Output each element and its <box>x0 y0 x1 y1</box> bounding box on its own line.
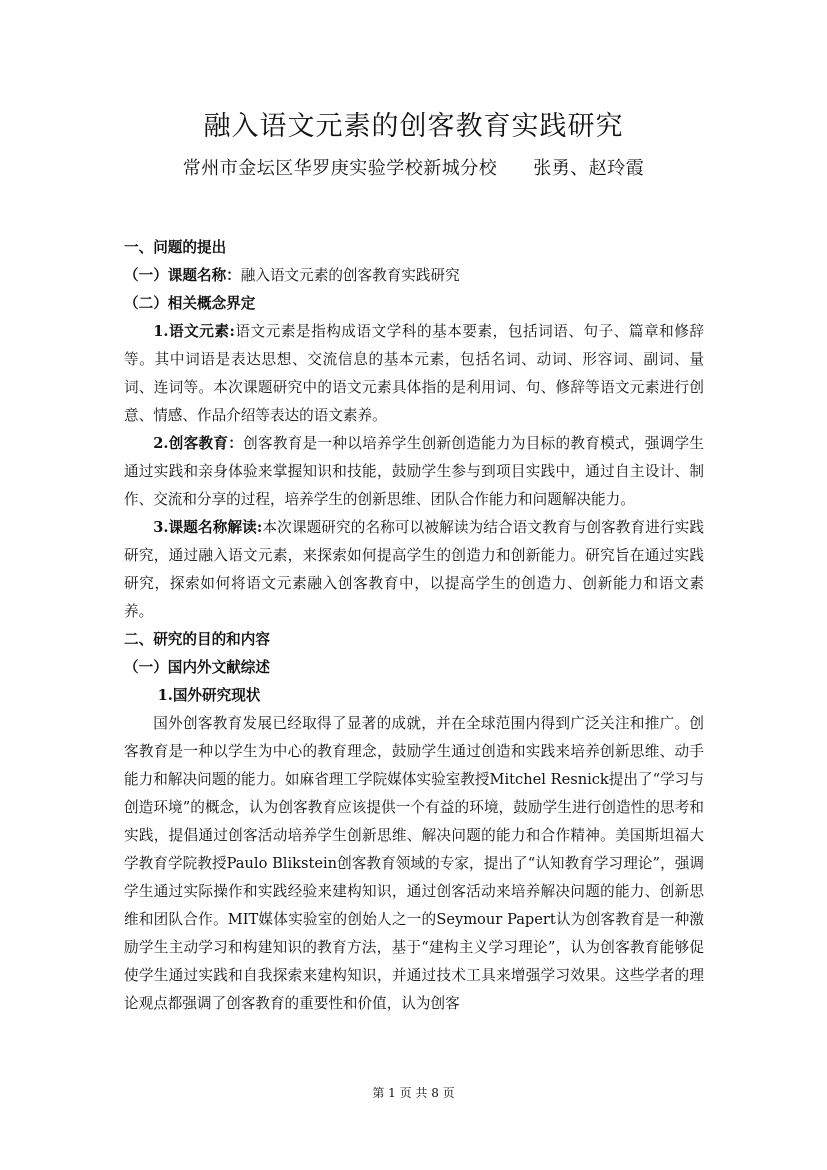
paragraph-foreign-research: 国外创客教育发展已经取得了显著的成就，并在全球范围内得到广泛关注和推广。创客教育是一种以学生为中心的教育理念，鼓励学生通过创造和实践来培养创新思维、动手能力和解决问题的能力。如麻省理工学院媒体实验室教授Mitchel Resnick提出了“学习与创造环境”的概念，认为创客教育应该提供一个有益的环境，鼓励学生进行创造性的思考和实践，提倡通过创客活动培养学生创新思维、解决问题的能力和合作精神。美国斯坦福大学教育学院教授Paulo Blikstein创客教育领域的专家，提出了“认知教育学习理论”，强调学生通过实际操作和实践经验来建构知识，通过创客活动来培养解决问题的能力、创新思维和团队合作。MIT媒体实验室的创始人之一的Seymour Papert认为创客教育是一种激励学生主动学习和构建知识的教育方法，基于“建构主义学习理论”，认为创客教育能够促使学生通过实践和自我探索来建构知识，并通过技术工具来增强学习效果。这些学者的理论观点都强调了创客教育的重要性和价值，认为创客 <box>124 715 704 1012</box>
subsection-heading: （一）课题名称： <box>124 267 241 284</box>
document-title: 融入语文元素的创客教育实践研究 <box>203 111 624 142</box>
subsection-heading-1-2: （二）相关概念界定 <box>124 295 256 312</box>
section-heading-1: 一、问题的提出 <box>124 239 227 256</box>
term-definition: 本次课题研究的名称可以被解读为结合语文教育与创客教育进行实践研究，通过融入语文元素，来探索如何提高学生的创造力和创新能力。研究旨在通过实践研究，探索如何将语文元素融入创客教育中，以提高学生的创造力、创新能力和语文素养。 <box>124 519 704 620</box>
subsection-heading-2-1: （一）国内外文献综述 <box>124 659 270 676</box>
school-name: 常州市金坛区华罗庚实验学校新城分校 <box>182 158 498 179</box>
term-definition: 创客教育是一种以培养学生创新创造能力为目标的教育模式，强调学生通过实践和亲身体验来掌握知识和技能，鼓励学生参与到项目实践中，通过自主设计、制作、交流和分享的过程，培养学生的创新思维、团队合作能力和问题解决能力。 <box>124 435 704 508</box>
term-label: 2.创客教育： <box>153 435 244 452</box>
term-label: 3.课题名称解读: <box>153 519 263 536</box>
byline <box>0 154 827 180</box>
term-label: 1.语文元素: <box>153 323 235 340</box>
section-heading-2: 二、研究的目的和内容 <box>124 631 270 648</box>
paragraph-chuangke-jiaoyu <box>124 430 704 514</box>
subsubsection-heading-foreign-research: 1.国外研究现状 <box>157 687 261 704</box>
page-footer: 第 1 页 共 8 页 <box>372 1086 455 1100</box>
paragraph-keti-jiedu <box>124 514 704 626</box>
author-names: 张勇、赵玲霞 <box>533 158 645 179</box>
paragraph-yuwen-yuansu <box>124 318 704 430</box>
term-definition: 语文元素是指构成语文学科的基本要素，包括词语、句子、篇章和修辞等。其中词语是表达思想、交流信息的基本元素，包括名词、动词、形容词、副词、量词、连词等。本次课题研究中的语文元素具体指的是利用词、句、修辞等语文元素进行创意、情感、作品介绍等表达的语文素养。 <box>124 323 704 424</box>
subsection-1-1 <box>124 262 704 290</box>
document-body <box>124 234 704 1018</box>
subsection-text: 融入语文元素的创客教育实践研究 <box>240 267 460 284</box>
